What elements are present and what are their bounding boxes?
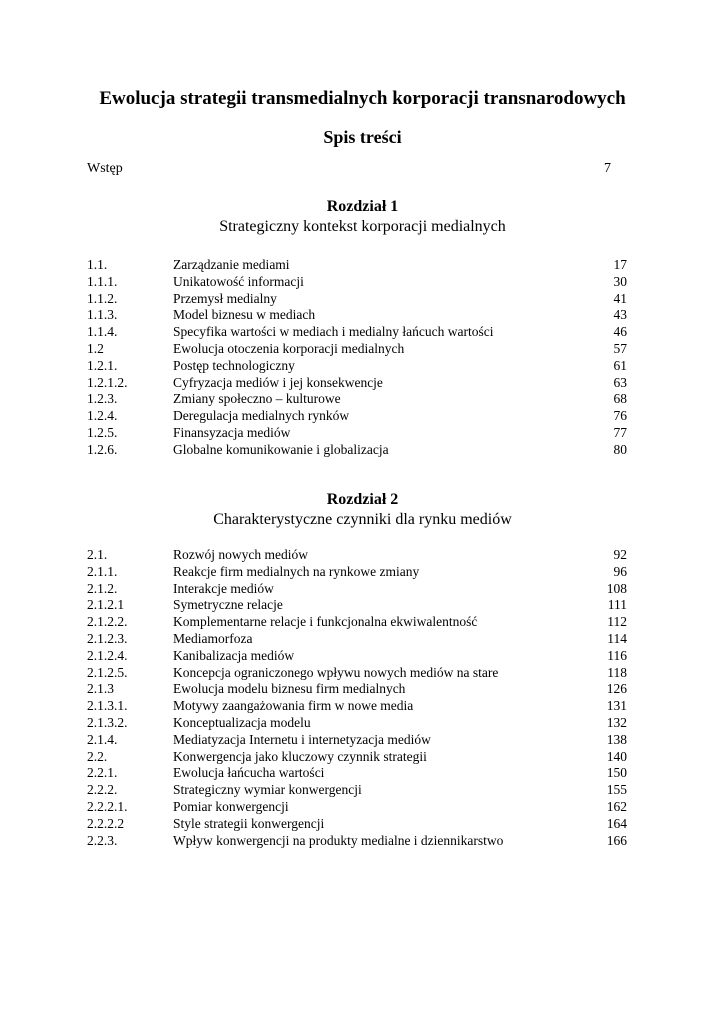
toc-entry[interactable] [87, 631, 627, 648]
toc-entry-page: 132 [606, 714, 627, 730]
toc-entry[interactable] [87, 765, 627, 782]
chapter-2-toc-list [87, 547, 627, 849]
toc-entry[interactable] [87, 782, 627, 799]
toc-entry-number: 1.2.4. [87, 408, 118, 424]
toc-entry[interactable] [87, 442, 627, 459]
toc-entry[interactable] [87, 665, 627, 682]
toc-entry-page: 46 [613, 324, 627, 340]
toc-entry-number: 1.2.3. [87, 391, 118, 407]
toc-entry-page: 140 [606, 748, 627, 764]
toc-entry-title: Ewolucja modelu biznesu firm medialnych [173, 681, 406, 697]
toc-entry-number: 2.1.2.4. [87, 647, 128, 663]
toc-heading: Spis treści [323, 127, 402, 147]
toc-intro-label: Wstęp [87, 161, 123, 176]
toc-entry-title: Rozwój nowych mediów [173, 547, 308, 562]
toc-entry-page: 43 [613, 307, 627, 323]
toc-entry-number: 2.2. [87, 748, 108, 764]
toc-entry-title: Deregulacja medialnych rynków [173, 408, 350, 424]
toc-entry-number: 2.1.2.3. [87, 630, 128, 646]
toc-entry[interactable] [87, 257, 627, 274]
toc-entry-title: Postęp technologiczny [173, 357, 295, 373]
toc-entry-page: 63 [613, 374, 627, 390]
toc-entry-page: 41 [613, 290, 627, 306]
toc-entry-page: 138 [606, 731, 627, 747]
toc-entry-page: 96 [613, 563, 627, 579]
toc-entry[interactable] [87, 391, 627, 408]
toc-entry-title: Strategiczny wymiar konwergencji [173, 782, 362, 798]
toc-entry-number: 2.2.2.2 [87, 815, 125, 831]
toc-entry-title: Zarządzanie mediami [173, 257, 290, 272]
toc-entry[interactable] [87, 425, 627, 442]
toc-entry-number: 2.1. [87, 547, 108, 562]
chapter-2-heading: Rozdział 2 [326, 491, 399, 508]
toc-entry[interactable] [87, 597, 627, 614]
toc-entry-title: Finansyzacja mediów [173, 424, 291, 440]
toc-entry-number: 2.2.2. [87, 782, 118, 798]
toc-entry[interactable] [87, 408, 627, 425]
toc-entry-title: Konwergencja jako kluczowy czynnik strategii [173, 748, 427, 764]
toc-entry-title: Symetryczne relacje [173, 597, 283, 613]
toc-entry[interactable] [87, 581, 627, 598]
toc-entry-title: Cyfryzacja mediów i jej konsekwencje [173, 374, 383, 390]
toc-entry[interactable] [87, 307, 627, 324]
toc-entry[interactable] [87, 749, 627, 766]
toc-entry-page: 164 [606, 815, 627, 831]
toc-entry-number: 1.1. [87, 257, 108, 272]
toc-entry-page: 108 [606, 580, 627, 596]
toc-entry[interactable] [87, 358, 627, 375]
chapter-2-subtitle: Charakterystyczne czynniki dla rynku mediów [213, 511, 512, 528]
document-title: Ewolucja strategii transmedialnych korporacji transnarodowych [99, 88, 626, 109]
toc-entry[interactable] [87, 698, 627, 715]
toc-entry-number: 2.2.1. [87, 765, 118, 781]
chapter-1-heading: Rozdział 1 [326, 198, 399, 215]
toc-entry-page: 57 [613, 340, 627, 356]
toc-entry-title: Specyfika wartości w mediach i medialny łańcuch wartości [173, 324, 494, 340]
toc-entry[interactable] [87, 614, 627, 631]
toc-entry-page: 150 [606, 765, 627, 781]
toc-entry-page: 17 [613, 257, 627, 272]
toc-entry-number: 1.2.1. [87, 357, 118, 373]
toc-entry-title: Style strategii konwergencji [173, 815, 325, 831]
toc-entry-page: 77 [613, 424, 627, 440]
toc-entry[interactable] [87, 341, 627, 358]
toc-entry-number: 2.1.3.1. [87, 698, 128, 714]
toc-entry-title: Konceptualizacja modelu [173, 714, 311, 730]
toc-entry-title: Pomiar konwergencji [173, 798, 289, 814]
toc-entry-number: 1.2.1.2. [87, 374, 128, 390]
toc-entry-number: 1.1.4. [87, 324, 118, 340]
toc-entry-page: 166 [606, 832, 627, 848]
toc-entry-number: 2.2.3. [87, 832, 118, 848]
toc-entry-title: Reakcje firm medialnych na rynkowe zmiany [173, 563, 420, 579]
toc-entry-title: Interakcje mediów [173, 580, 274, 596]
toc-entry-number: 2.1.2.5. [87, 664, 128, 680]
toc-entry-number: 2.1.3 [87, 681, 114, 697]
chapter-1-toc-list [87, 257, 627, 459]
toc-entry-number: 2.1.2. [87, 580, 118, 596]
toc-entry[interactable] [87, 648, 627, 665]
toc-entry-page: 162 [606, 798, 627, 814]
toc-entry-title: Globalne komunikowanie i globalizacja [173, 441, 389, 457]
toc-entry-number: 1.1.3. [87, 307, 118, 323]
toc-entry-number: 2.1.3.2. [87, 714, 128, 730]
toc-entry-title: Mediamorfoza [173, 630, 253, 646]
toc-entry-page: 111 [607, 597, 627, 613]
toc-entry-title: Ewolucja otoczenia korporacji medialnych [173, 340, 405, 356]
toc-entry-page: 61 [613, 357, 627, 373]
toc-entry-number: 2.1.1. [87, 563, 118, 579]
toc-entry-title: Przemysł medialny [173, 290, 277, 306]
toc-entry-title: Zmiany społeczno – kulturowe [173, 391, 341, 407]
toc-entry-title: Unikatowość informacji [173, 273, 304, 289]
toc-intro-row[interactable] [87, 161, 611, 177]
toc-entry[interactable] [87, 732, 627, 749]
toc-entry[interactable] [87, 547, 627, 564]
toc-entry[interactable] [87, 833, 627, 850]
toc-entry[interactable] [87, 799, 627, 816]
toc-entry[interactable] [87, 324, 627, 341]
toc-entry[interactable] [87, 274, 627, 291]
toc-entry-title: Motywy zaangażowania firm w nowe media [173, 698, 414, 714]
toc-entry-title: Mediatyzacja Internetu i internetyzacja mediów [173, 731, 431, 747]
toc-entry-number: 1.1.2. [87, 290, 118, 306]
toc-entry-page: 112 [607, 614, 627, 630]
toc-entry-title: Ewolucja łańcucha wartości [173, 765, 325, 781]
toc-entry-number: 2.2.2.1. [87, 798, 128, 814]
toc-entry-number: 1.2.6. [87, 441, 118, 457]
toc-intro-page: 7 [604, 161, 611, 176]
toc-entry-page: 92 [613, 547, 627, 562]
toc-entry-page: 131 [606, 698, 627, 714]
toc-entry-page: 126 [606, 681, 627, 697]
toc-entry-number: 2.1.2.2. [87, 614, 128, 630]
toc-entry-page: 30 [613, 273, 627, 289]
toc-entry-title: Koncepcja ograniczonego wpływu nowych mediów na stare [173, 664, 499, 680]
toc-entry[interactable] [87, 681, 627, 698]
toc-entry-title: Wpływ konwergencji na produkty medialne i dziennikarstwo [173, 832, 504, 848]
toc-entry-page: 116 [607, 647, 627, 663]
toc-entry[interactable] [87, 816, 627, 833]
toc-entry-page: 80 [613, 441, 627, 457]
toc-entry-title: Kanibalizacja mediów [173, 647, 295, 663]
toc-entry-page: 155 [606, 782, 627, 798]
toc-entry-page: 68 [613, 391, 627, 407]
toc-entry-page: 118 [607, 664, 627, 680]
toc-entry[interactable] [87, 564, 627, 581]
toc-entry-title: Model biznesu w mediach [173, 307, 316, 323]
toc-entry-page: 114 [607, 630, 627, 646]
toc-entry[interactable] [87, 715, 627, 732]
toc-entry-page: 76 [613, 408, 627, 424]
toc-entry-title: Komplementarne relacje i funkcjonalna ekwiwalentność [173, 614, 478, 630]
chapter-1-subtitle: Strategiczny kontekst korporacji medialnych [219, 218, 506, 235]
toc-entry-number: 1.2 [87, 340, 104, 356]
toc-entry-number: 2.1.4. [87, 731, 118, 747]
toc-entry[interactable] [87, 375, 627, 392]
toc-entry-number: 1.2.5. [87, 424, 118, 440]
toc-entry-number: 1.1.1. [87, 273, 118, 289]
toc-entry-number: 2.1.2.1 [87, 597, 125, 613]
toc-entry[interactable] [87, 291, 627, 308]
